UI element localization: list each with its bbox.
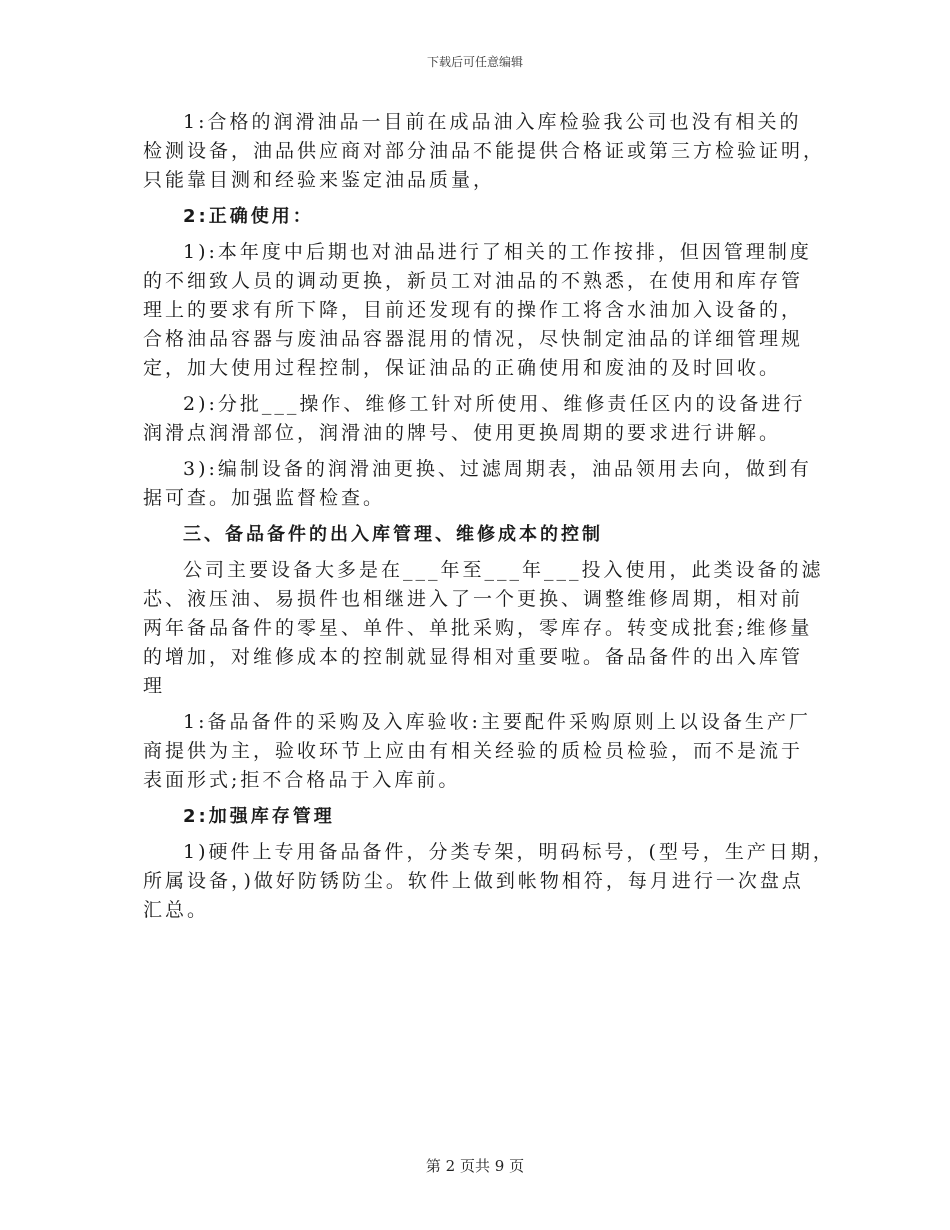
text-line: 商提供为主，验收环节上应由有相关经验的质检员检验，而不是流于: [143, 740, 804, 762]
text-line: 润滑点润滑部位，润滑油的牌号、使用更换周期的要求进行讲解。: [143, 422, 782, 444]
document-body: [143, 108, 835, 932]
text-line: 2):分批___操作、维修工针对所使用、维修责任区内的设备进行: [183, 393, 806, 415]
text-line: 检测设备，油品供应商对部分油品不能提供合格证或第三方检验证明，: [143, 140, 826, 162]
text-line: 2:加强库存管理: [183, 806, 335, 827]
section-heading: [143, 802, 823, 831]
paragraph: [143, 838, 835, 925]
paragraph: [143, 238, 823, 383]
text-line: 1)硬件上专用备品备件，分类专架，明码标号，(型号，生产日期，: [183, 841, 835, 863]
text-line: 定，加大使用过程控制，保证油品的正确使用和废油的及时回收。: [143, 357, 782, 379]
text-line: 所属设备，)做好防锈防尘。软件上做到帐物相符，每月进行一次盘点: [143, 870, 804, 892]
text-line: 表面形式;拒不合格品于入库前。: [143, 769, 461, 791]
text-line: 1:合格的润滑油品一目前在成品油入库检验我公司也没有相关的: [183, 111, 802, 133]
text-line: 芯、液压油、易损件也相继进入了一个更换、调整维修周期，相对前: [143, 588, 804, 610]
text-line: 汇总。: [143, 899, 210, 921]
text-line: 三、备品备件的出入库管理、维修成本的控制: [183, 524, 603, 545]
paragraph: [143, 108, 826, 195]
text-line: 1):本年度中后期也对油品进行了相关的工作按排，但因管理制度: [183, 241, 812, 263]
text-line: 两年备品备件的零星、单件、单批采购，零库存。转变成批套;维修量: [143, 617, 813, 639]
text-line: 据可查。加强监督检查。: [143, 487, 386, 509]
text-line: 合格油品容器与废油品容器混用的情况，尽快制定油品的详细管理规: [143, 328, 804, 350]
text-line: 公司主要设备大多是在___年至___年___投入使用，此类设备的滤: [183, 559, 824, 581]
text-line: 1:备品备件的采购及入库验收:主要配件采购原则上以设备生产厂: [183, 711, 811, 733]
section-heading: [143, 202, 823, 231]
page-header: 下载后可任意编辑: [426, 55, 523, 69]
text-line: 2:正确使用：: [183, 206, 314, 227]
text-line: 3):编制设备的润滑油更换、过滤周期表，油品领用去向，做到有: [183, 458, 812, 480]
text-line: 理上的要求有所下降，目前还发现有的操作工将含水油加入设备的，: [143, 299, 804, 321]
text-line: 的增加，对维修成本的控制就显得相对重要啦。备品备件的出入库管: [143, 646, 804, 668]
page-footer: 第 2 页共 9 页: [425, 1157, 525, 1175]
paragraph: [143, 390, 823, 448]
text-line: 只能靠目测和经验来鉴定油品质量，: [143, 169, 496, 191]
section-heading: [143, 520, 823, 549]
text-line: 的不细致人员的调动更换，新员工对油品的不熟悉，在使用和库存管: [143, 270, 804, 292]
text-line: 理: [143, 675, 166, 697]
paragraph: [143, 708, 823, 795]
paragraph: [143, 556, 823, 701]
paragraph: [143, 455, 823, 513]
